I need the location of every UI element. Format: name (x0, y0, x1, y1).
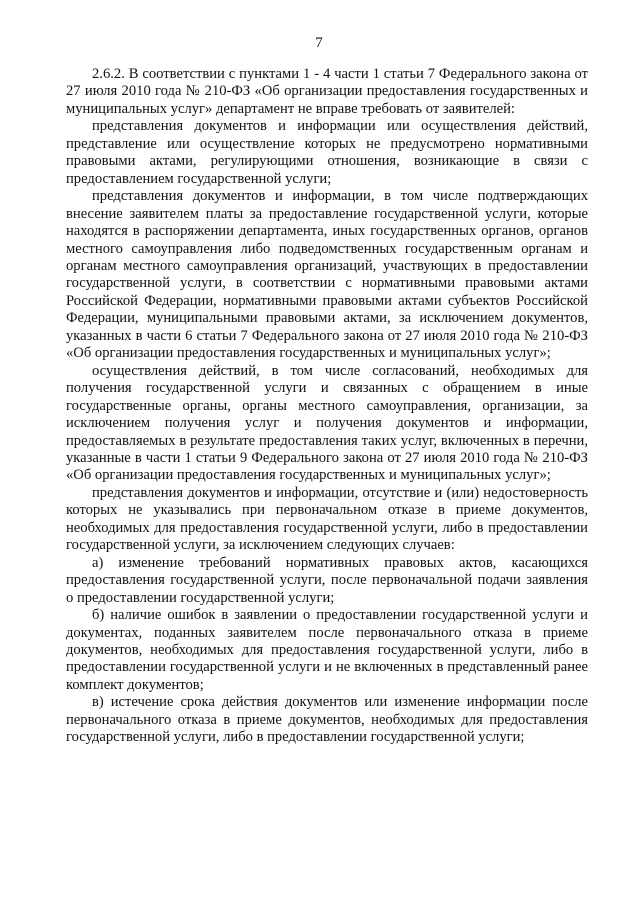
paragraph-2-6-2: 2.6.2. В соответствии с пунктами 1 - 4 части 1 статьи 7 Федерального закона от 27 июля 2010 года № 210-ФЗ «Об организации предоставления государственных и муниципальных услуг» департамент не вправе требовать от заявителей: (66, 66, 588, 117)
paragraph-subitem-v: в) истечение срока действия документов или изменение информации после первоначального отказа в приеме документов, необходимых для предоставления государственной услуги, либо в предоставлении государственной услуги; (66, 694, 588, 746)
page-number: 7 (315, 35, 323, 51)
paragraph-item-1: представления документов и информации или осуществления действий, представление или осуществление которых не предусмотрено нормативными правовыми актами, регулирующими отношения, возникающие в связи с предоставлением государственной услуги; (66, 118, 588, 187)
paragraph-subitem-b: б) наличие ошибок в заявлении о предоставлении государственной услуги и документах, поданных заявителем после первоначального отказа в приеме документов, необходимых для предоставления государственной услуги, либо в предоставлении государственной услуги и не включенных в представленный ранее комплект документов; (66, 607, 588, 693)
paragraph-item-2: представления документов и информации, в том числе подтверждающих внесение заявителем платы за предоставление государственной услуги, которые находятся в распоряжении департамента, иных государственных органов, органов местного самоуправления либо подведомственных государственным органам и органам местного самоуправления организаций, участвующих в предоставлении государственной услуги, в соответствии с нормативными правовыми актами Российской Федерации, нормативными правовыми актами субъектов Российской Федерации, муниципальными правовыми актами, за исключением документов, указанных в части 6 статьи 7 Федерального закона от 27 июля 2010 года № 210-ФЗ «Об организации предоставления государственных и муниципальных услуг»; (66, 188, 588, 362)
paragraph-item-3: осуществления действий, в том числе согласований, необходимых для получения государственной услуги и связанных с обращением в иные государственные органы, органы местного самоуправления, организации, за исключением получения услуг и получения документов и информации, предоставляемых в результате предоставления таких услуг, включенных в перечни, указанные в части 1 статьи 9 Федерального закона от 27 июля 2010 года № 210-ФЗ «Об организации предоставления государственных и муниципальных услуг»; (66, 362, 588, 484)
paragraph-item-4: представления документов и информации, отсутствие и (или) недостоверность которых не указывались при первоначальном отказе в приеме документов, необходимых для предоставления государственной услуги, либо в предоставлении государственной услуги, за исключением следующих случаев: (66, 484, 588, 554)
document-body (66, 66, 588, 747)
paragraph-subitem-a: а) изменение требований нормативных правовых актов, касающихся предоставления государственной услуги, после первоначальной подачи заявления о предоставлении государственной услуги; (66, 554, 588, 606)
